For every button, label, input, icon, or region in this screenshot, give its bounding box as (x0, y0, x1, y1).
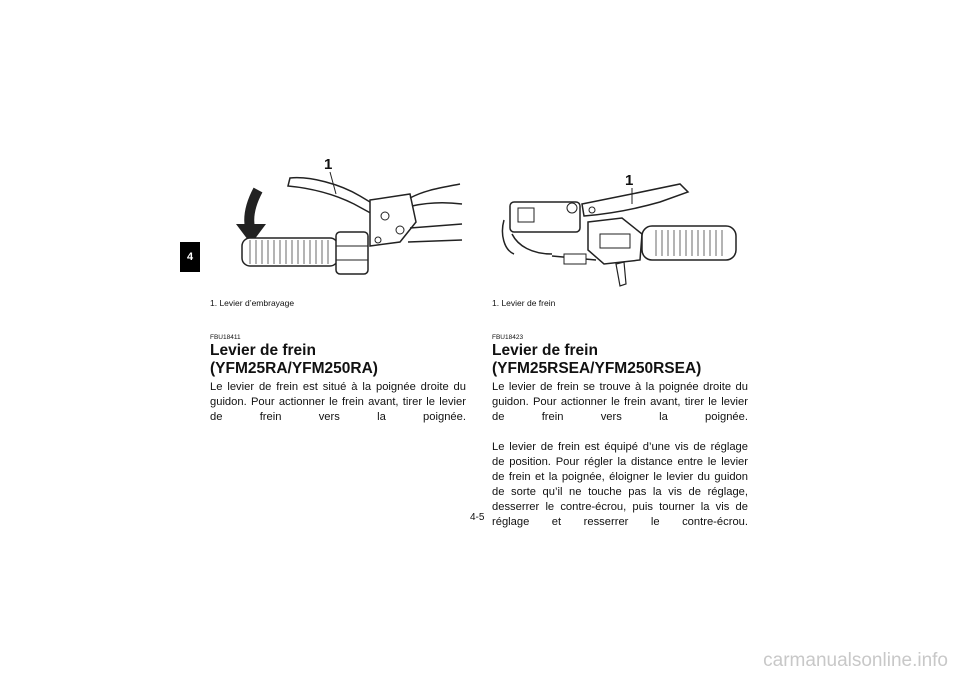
figure-caption: 1. Levier d’embrayage (210, 298, 295, 308)
reference-code: FBU18423 (492, 334, 524, 341)
section-heading: Levier de frein (YFM25RA/YFM250RA) (210, 342, 378, 377)
chapter-tab: 4 (180, 242, 200, 272)
grip-collar (336, 232, 368, 274)
right-column (492, 150, 748, 545)
figure-caption: 1. Levier de frein (492, 298, 556, 308)
brake-lever-drawing (492, 150, 748, 290)
body-paragraph: Le levier de frein est équipé d’une vis de réglage de position. Pour régler la distance entre le levier de frein et la poignée, éloigner le levier du guidon de sorte qu’il ne touche pas la vis de réglage, desserrer le contre-écrou, puis tourner la vis de réglage et resserrer le contre-écrou. (492, 441, 748, 528)
page-number: 4-5 (470, 512, 485, 523)
callout-number: 1 (625, 172, 634, 189)
callout-number: 1 (324, 156, 333, 173)
body-paragraph: Le levier de frein se trouve à la poignée droite du guidon. Pour actionner le frein avant, tirer le levier de frein vers la poignée. (492, 381, 748, 423)
clutch-lever (288, 178, 380, 216)
clutch-lever-drawing (210, 150, 466, 290)
section-heading: Levier de frein (YFM25RSEA/YFM250RSEA) (492, 342, 702, 377)
clutch-lever-illustration (210, 150, 466, 290)
brake-lever-illustration (492, 150, 748, 290)
brake-lever (582, 184, 688, 216)
pull-arrow-shaft (249, 190, 258, 228)
watermark: carmanualsonline.info (763, 650, 948, 671)
body-paragraph: Le levier de frein est situé à la poignée droite du guidon. Pour actionner le frein avant, tirer le levier de frein vers la poignée. (210, 381, 466, 423)
left-column (210, 150, 466, 440)
reference-code: FBU18411 (210, 334, 241, 341)
